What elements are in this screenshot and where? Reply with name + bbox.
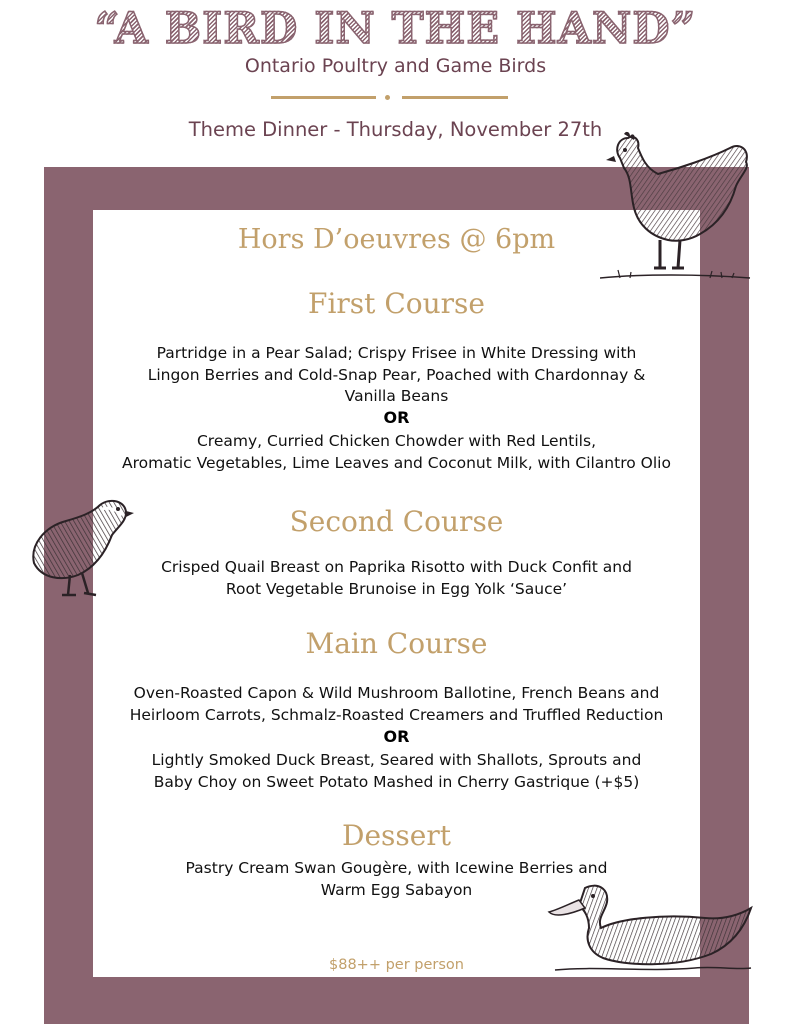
menu-line: Heirloom Carrots, Schmalz-Roasted Creamers and Truffled Reduction [129, 705, 664, 724]
divider-dot [385, 95, 390, 100]
menu-line: Vanilla Beans [344, 387, 449, 405]
menu-line: Oven-Roasted Capon & Wild Mushroom Ballotine, French Beans and [133, 684, 660, 702]
main-course-heading: Main Course [305, 627, 488, 660]
menu-line: Root Vegetable Brunoise in Egg Yolk ‘Sauce’ [225, 579, 568, 598]
menu-title: “A BIRD IN THE HAND” [0, 4, 791, 54]
duck-icon [545, 878, 753, 978]
price-per-person: $88++ per person [329, 957, 464, 973]
main-course-or: OR [383, 727, 410, 746]
hen-icon [600, 128, 755, 288]
theme-dinner-date: Theme Dinner - Thursday, November 27th [188, 118, 603, 141]
menu-line: Aromatic Vegetables, Lime Leaves and Coconut Milk, with Cilantro Olio [122, 453, 671, 472]
menu-line: Warm Egg Sabayon [320, 880, 473, 899]
menu-line: Partridge in a Pear Salad; Crispy Frisee in White Dressing with [156, 344, 637, 362]
divider-left [271, 96, 376, 99]
menu-line: Lingon Berries and Cold-Snap Pear, Poached with Chardonnay & [147, 365, 646, 384]
dessert-heading: Dessert [342, 819, 451, 852]
first-course-heading: First Course [308, 287, 485, 320]
first-course-option-2 [93, 431, 700, 474]
menu-subtitle: Ontario Poultry and Game Birds [244, 55, 547, 77]
menu-line: Crisped Quail Breast on Paprika Risotto with Duck Confit and [161, 558, 632, 576]
second-course-description [93, 557, 700, 600]
divider-right [402, 96, 508, 99]
menu-line: Pastry Cream Swan Gougère, with Icewine Berries and [185, 859, 608, 877]
first-course-option-1 [93, 343, 700, 408]
main-course-option-1 [93, 683, 700, 726]
main-course-option-2 [93, 750, 700, 793]
second-course-heading: Second Course [289, 505, 504, 538]
quail-icon [26, 495, 138, 603]
hors-doeuvres-heading: Hors D’oeuvres @ 6pm [237, 224, 556, 255]
menu-line: Creamy, Curried Chicken Chowder with Red Lentils, [196, 432, 596, 450]
first-course-or: OR [383, 408, 410, 427]
menu-line: Baby Choy on Sweet Potato Mashed in Cherry Gastrique (+$5) [153, 772, 640, 791]
menu-line: Lightly Smoked Duck Breast, Seared with Shallots, Sprouts and [151, 751, 642, 769]
